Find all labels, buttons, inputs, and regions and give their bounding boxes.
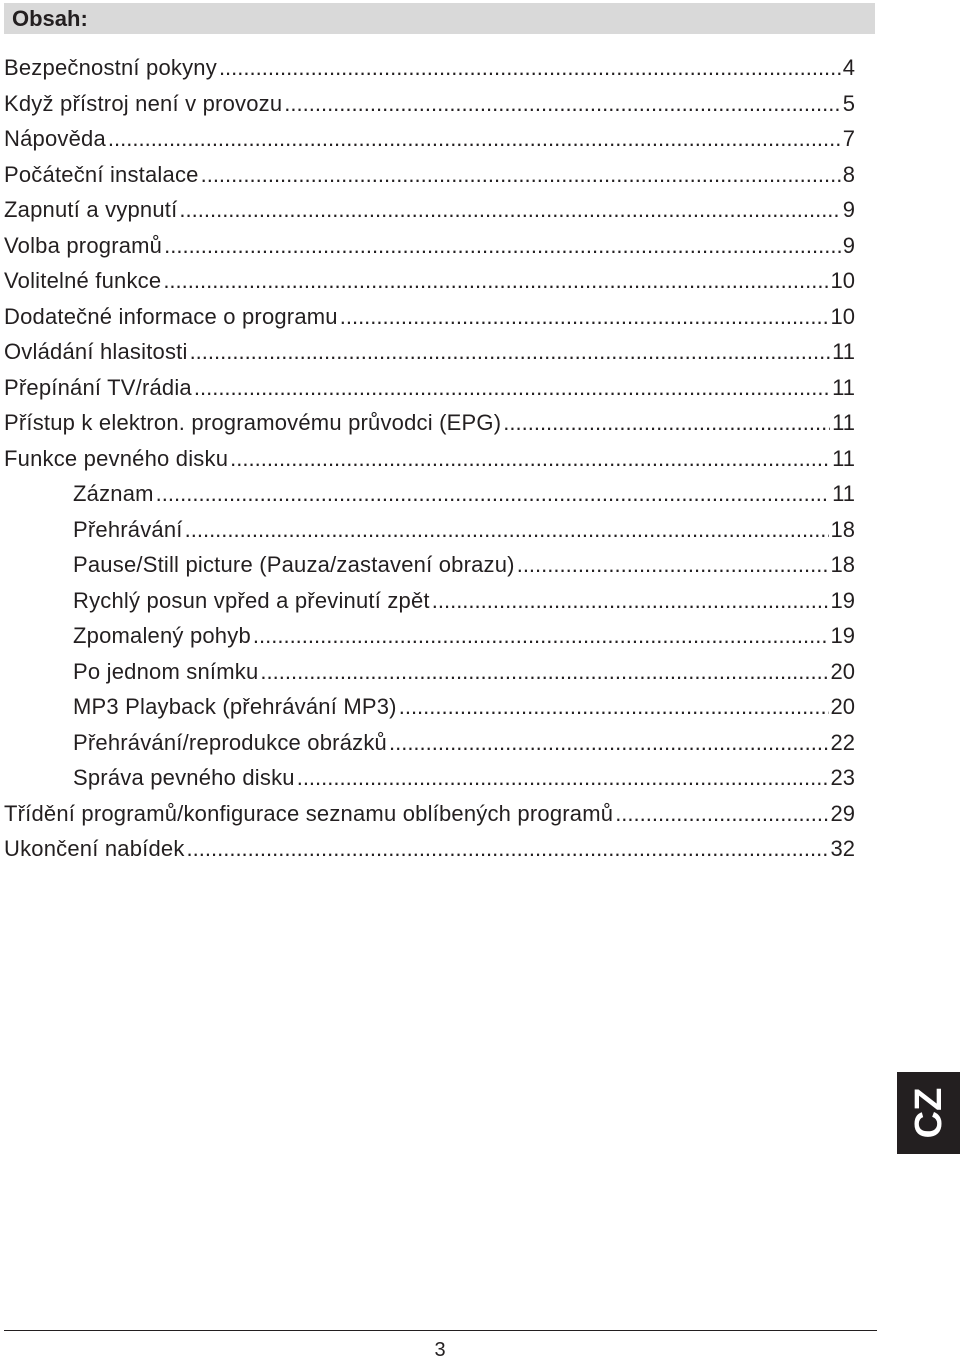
toc-leader-dots (253, 618, 829, 654)
toc-entry-page: 4 (842, 55, 855, 80)
toc-leader-dots (517, 547, 829, 583)
toc-entry-page: 20 (830, 658, 855, 684)
toc-entry-page: 32 (830, 836, 855, 861)
toc-entry-label: Přehrávání (73, 516, 183, 542)
toc-entry[interactable] (4, 228, 855, 264)
toc-entry-page: 19 (830, 623, 855, 648)
toc-subentry[interactable] (4, 476, 855, 512)
toc-entry-page: 9 (842, 197, 855, 222)
toc-leader-dots (230, 441, 830, 477)
toc-entry-label: Volba programů (4, 232, 163, 258)
toc-leader-dots (432, 583, 829, 619)
toc-entry-page: 7 (842, 126, 855, 151)
toc-entry-label: Bezpečnostní pokyny (4, 55, 217, 80)
toc-subentry[interactable] (4, 725, 855, 761)
toc-leader-dots (260, 654, 828, 690)
toc-entry-label: Přepínání TV/rádia (4, 374, 192, 400)
toc-leader-dots (284, 86, 840, 122)
toc-entry-label: Třídění programů/konfigurace seznamu oblíbených programů (4, 800, 614, 826)
toc-entry[interactable] (4, 50, 855, 86)
toc-leader-dots (187, 831, 829, 867)
toc-leader-dots (194, 370, 830, 406)
toc-leader-dots (219, 50, 841, 86)
toc-entry-page: 20 (830, 694, 855, 719)
toc-entry-label: Rychlý posun vpřed a převinutí zpět (73, 587, 430, 613)
toc-leader-dots (503, 405, 830, 441)
toc-entry-page: 19 (830, 587, 855, 613)
toc-leader-dots (185, 512, 829, 548)
toc-subentry[interactable] (4, 583, 855, 619)
toc-leader-dots (399, 689, 829, 725)
toc-entry-label: MP3 Playback (přehrávání MP3) (73, 694, 397, 719)
toc-entry-page: 29 (830, 800, 855, 826)
footer-divider (4, 1330, 877, 1331)
toc-entry[interactable] (4, 441, 855, 477)
toc-leader-dots (389, 725, 829, 761)
toc-entry[interactable] (4, 299, 855, 335)
toc-entry-label: Zapnutí a vypnutí (4, 197, 178, 222)
toc-entry-page: 18 (830, 552, 855, 577)
toc-entry-label: Ovládání hlasitosti (4, 339, 188, 364)
toc-entry-label: Funkce pevného disku (4, 445, 229, 471)
toc-leader-dots (164, 228, 841, 264)
page-number: 3 (434, 1339, 446, 1361)
toc-entry-label: Nápověda (4, 126, 106, 151)
toc-entry-page: 9 (842, 232, 855, 258)
toc-entry-page: 23 (830, 765, 855, 790)
toc-entry-label: Počáteční instalace (4, 161, 199, 187)
toc-leader-dots (615, 796, 828, 832)
toc-entry-page: 11 (832, 339, 855, 364)
contents-header-bar (4, 3, 875, 34)
toc-leader-dots (179, 192, 840, 228)
toc-subentry[interactable] (4, 689, 855, 725)
toc-entry-label: Ukončení nabídek (4, 836, 185, 861)
toc-leader-dots (190, 334, 831, 370)
toc-entry-label: Zpomalený pohyb (73, 623, 251, 648)
toc-entry-label: Dodatečné informace o programu (4, 303, 338, 329)
toc-entry-page: 5 (842, 90, 855, 116)
toc-entry-page: 10 (830, 303, 855, 329)
contents-heading: Obsah: (12, 6, 88, 31)
table-of-contents (4, 50, 855, 867)
language-tab-label: CZ (907, 1087, 950, 1139)
toc-entry-label: Záznam (73, 481, 154, 506)
toc-entry[interactable] (4, 334, 855, 370)
toc-entry-page: 10 (830, 268, 855, 293)
toc-entry[interactable] (4, 121, 855, 157)
toc-leader-dots (108, 121, 841, 157)
toc-entry[interactable] (4, 796, 855, 832)
toc-entry-page: 11 (832, 374, 855, 400)
toc-leader-dots (163, 263, 828, 299)
language-tab (897, 1072, 960, 1154)
toc-entry-label: Správa pevného disku (73, 765, 295, 790)
toc-entry-page: 11 (832, 481, 855, 506)
toc-entry-page: 11 (832, 445, 855, 471)
toc-subentry[interactable] (4, 512, 855, 548)
toc-entry-page: 18 (830, 516, 855, 542)
toc-entry-label: Přehrávání/reprodukce obrázků (73, 729, 387, 755)
toc-leader-dots (340, 299, 829, 335)
toc-subentry[interactable] (4, 654, 855, 690)
toc-entry-label: Když přístroj není v provozu (4, 90, 283, 116)
toc-subentry[interactable] (4, 618, 855, 654)
toc-entry-label: Po jednom snímku (73, 658, 259, 684)
toc-entry[interactable] (4, 405, 855, 441)
toc-entry-label: Volitelné funkce (4, 268, 162, 293)
toc-entry[interactable] (4, 192, 855, 228)
toc-entry[interactable] (4, 86, 855, 122)
toc-subentry[interactable] (4, 760, 855, 796)
toc-entry-page: 11 (832, 410, 855, 435)
toc-leader-dots (201, 157, 841, 193)
toc-entry-label: Pause/Still picture (Pauza/zastavení obrazu) (73, 552, 515, 577)
toc-entry[interactable] (4, 370, 855, 406)
toc-leader-dots (156, 476, 830, 512)
toc-subentry[interactable] (4, 547, 855, 583)
toc-entry[interactable] (4, 831, 855, 867)
toc-entry-page: 8 (842, 161, 855, 187)
toc-entry[interactable] (4, 157, 855, 193)
toc-entry-page: 22 (830, 729, 855, 755)
toc-entry-label: Přístup k elektron. programovému průvodci (EPG) (4, 410, 502, 435)
toc-leader-dots (297, 760, 829, 796)
toc-entry[interactable] (4, 263, 855, 299)
